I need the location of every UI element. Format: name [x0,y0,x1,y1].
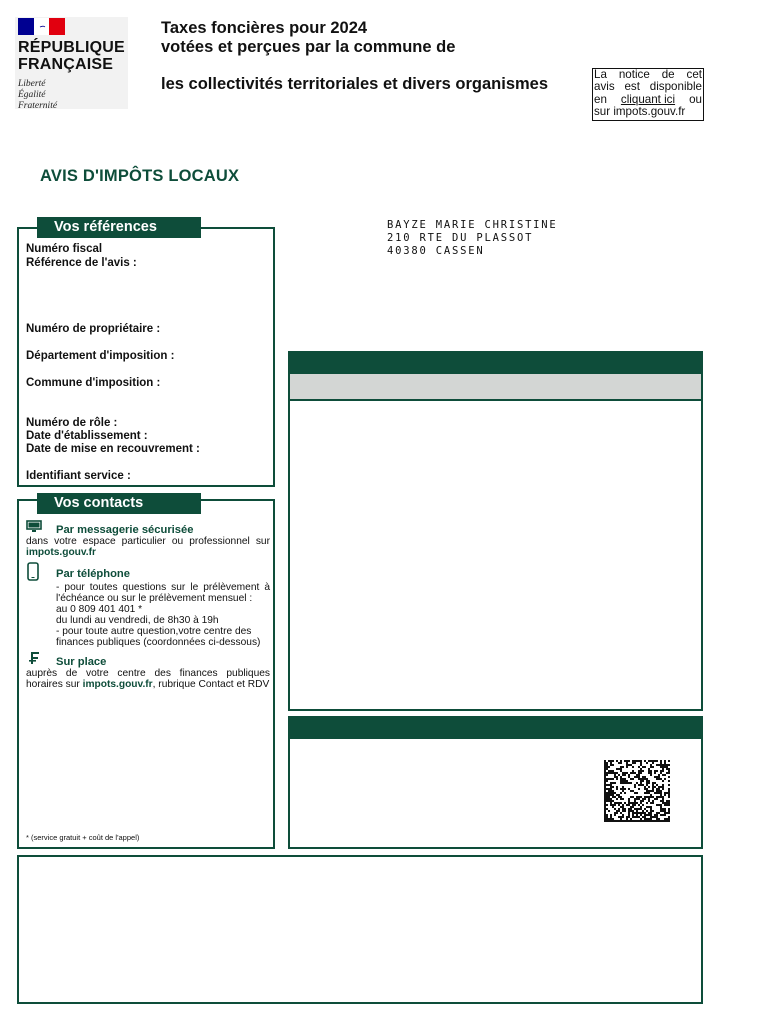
date-recouvrement-label: Date de mise en recouvrement : [26,443,200,455]
telephone-title: Par téléphone [56,568,130,580]
address-name: BAYZE MARIE CHRISTINE [387,219,558,231]
place-link[interactable]: impots.gouv.fr [82,679,153,690]
telephone-line-2: l'échéance ou sur le prélèvement mensuel : [56,593,253,604]
numero-fiscal-label: Numéro fiscal [26,243,103,255]
notice-line-2: avis est disponible [594,80,702,94]
summary-panel-band [290,374,701,401]
logo-line-2: FRANÇAISE [18,56,114,73]
notice-link[interactable]: cliquant ici [620,92,676,106]
reference-avis-label: Référence de l'avis : [26,257,137,269]
motto-egalite: Égalité [18,90,46,100]
motto-liberte: Liberté [18,79,46,89]
payment-panel-header [290,718,701,739]
notice-prefix: en [594,92,607,106]
header-title-line-2: votées et perçues par la commune de [161,38,456,56]
messagerie-link[interactable]: impots.gouv.fr [26,547,96,558]
french-flag-icon [18,18,65,35]
telephone-number[interactable]: au 0 809 401 401 * [56,604,143,615]
contacts-footnote: * (service gratuit + coût de l'appel) [26,833,140,842]
commune-label: Commune d'imposition : [26,377,161,389]
header-title-line-3: les collectivités territoriales et divers organismes [161,75,549,93]
phone-icon [26,562,40,581]
datamatrix-code [604,760,670,822]
place-line-1: auprès de votre centre des finances publiques [26,668,270,679]
contacts-tab: Vos contacts [37,493,201,514]
telephone-line-4: du lundi au vendredi, de 8h30 à 19h [56,615,219,626]
identifiant-service-label: Identifiant service : [26,470,131,482]
numero-role-label: Numéro de rôle : [26,417,118,429]
header-title-line-1: Taxes foncières pour 2024 [161,19,368,37]
departement-label: Département d'imposition : [26,350,175,362]
numero-proprietaire-label: Numéro de propriétaire : [26,323,161,335]
place-prefix: horaires sur [26,679,80,690]
references-tab: Vos références [37,217,201,238]
telephone-line-1: - pour toutes questions sur le prélèvement à [56,582,270,593]
place-line-2 [26,679,269,690]
notice-suffix: ou [689,92,702,106]
place-title: Sur place [56,656,107,668]
notice-line-1: La notice de cet [594,68,702,81]
telephone-line-5: - pour toute autre question,votre centre des [56,626,252,637]
date-etablissement-label: Date d'établissement : [26,430,148,442]
telephone-line-6: finances publiques (coordonnées ci-dessous) [56,637,261,648]
address-street: 210 RTE DU PLASSOT [387,232,534,244]
bottom-panel [17,855,703,1004]
republique-francaise-logo [15,17,128,109]
address-city: 40380 CASSEN [387,245,485,257]
marianne-icon [31,19,53,34]
logo-line-1: RÉPUBLIQUE [18,39,125,56]
computer-icon [26,520,42,533]
place-suffix: , rubrique Contact et RDV [152,679,270,690]
messagerie-title: Par messagerie sécurisée [56,524,194,536]
notice-box [592,68,704,121]
notice-line-4: sur impots.gouv.fr [594,104,686,118]
finances-publiques-icon [28,651,40,665]
messagerie-text: dans votre espace particulier ou professionnel sur [26,536,270,547]
avis-title: AVIS D'IMPÔTS LOCAUX [40,167,240,185]
motto-fraternite: Fraternité [18,101,58,111]
summary-panel [288,351,703,711]
summary-panel-header [290,353,701,374]
